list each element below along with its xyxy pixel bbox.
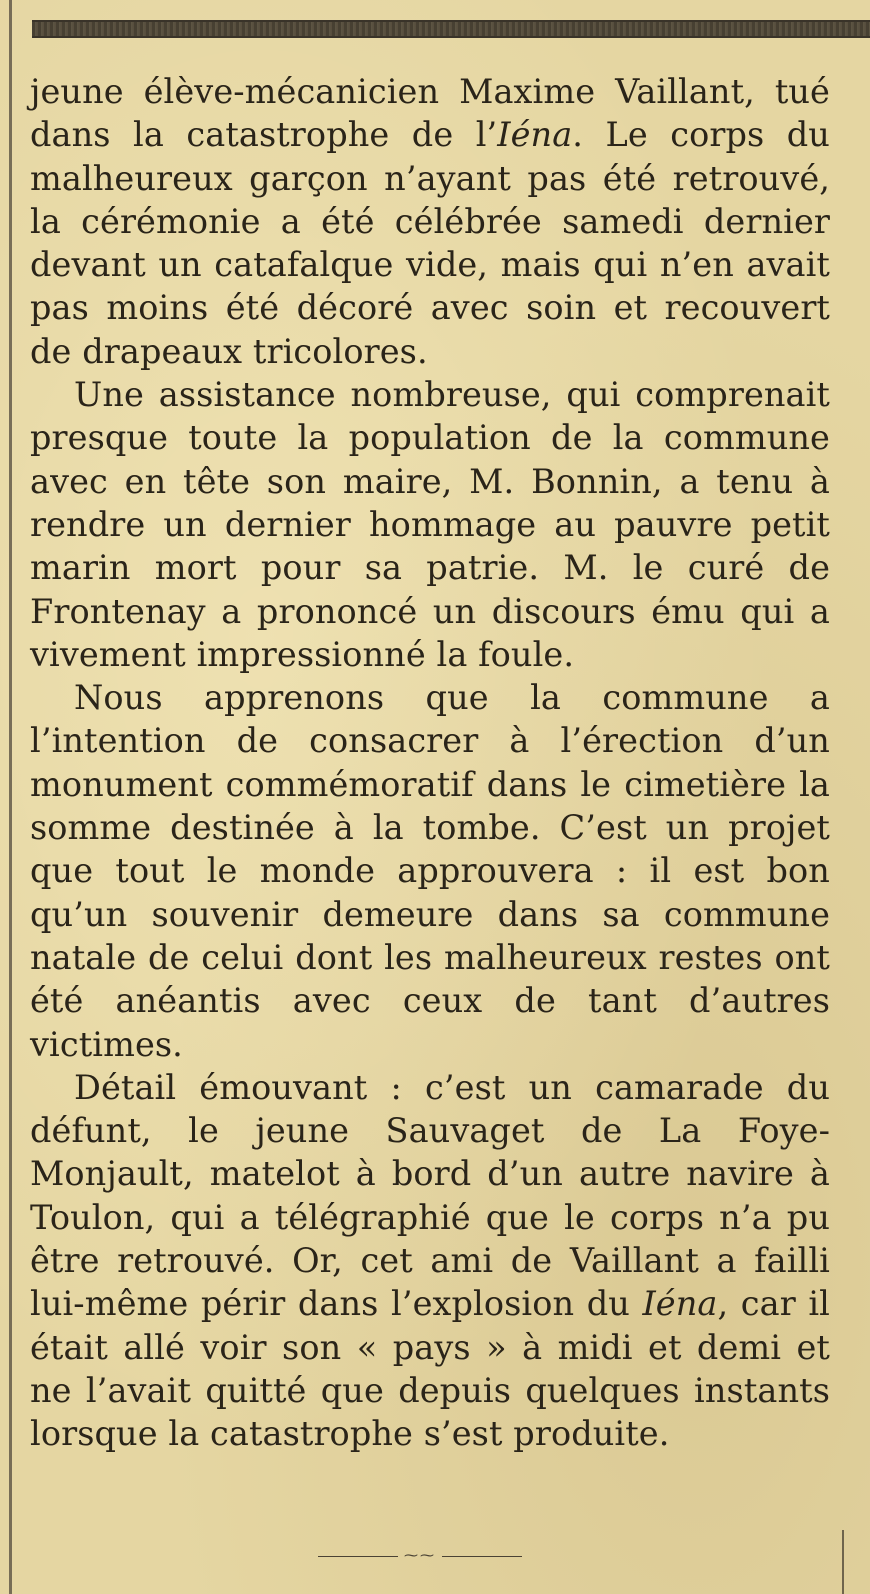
section-divider-ornament [305, 1548, 535, 1564]
paragraph-1-text-b: . Le corps du malheureux garçon n’ayant pas été retrouvé, la cérémonie a été célébrée samedi dernier devant un catafalque vide, mais qui n’en avait pas moins été décoré avec soin et recouvert de drapeaux tricolores. [30, 115, 830, 371]
paragraph-1-text-a: jeune élève-mécanicien Maxime Vaillant, tué dans la catastrophe de l’ [30, 72, 830, 155]
header-rule [32, 20, 870, 38]
divider-line-left [318, 1556, 398, 1557]
divider-flourish: ⁓⁓ [404, 1548, 436, 1564]
paragraph-1 [30, 70, 830, 373]
paragraph-4-text-a: Détail émouvant : c’est un camarade du défunt, le jeune Sauvaget de La Foye-Monjault, matelot à bord d’un autre navire à Toulon, qui a télégraphié que le corps n’a pu être retrouvé. Or, cet ami de Vaillant a failli lui-même périr dans l’explosion du [30, 1067, 830, 1324]
ship-name-iena: Iéna [497, 115, 573, 155]
article-body [30, 70, 830, 1456]
ship-name-iena-2: Iéna [642, 1284, 718, 1324]
paragraph-4 [30, 1066, 830, 1456]
column-rule-left [9, 0, 12, 1594]
column-rule-right [842, 1530, 844, 1594]
divider-line-right [442, 1556, 522, 1557]
paragraph-2: Une assistance nombreuse, qui comprenait presque toute la population de la commune avec en tête son maire, M. Bonnin, a tenu à rendre un dernier hommage au pauvre petit marin mort pour sa patrie. M. le curé de Frontenay a prononcé un discours ému qui a vivement impressionné la foule. [30, 375, 830, 674]
paragraph-4-text-b: , car il était allé voir son « pays » à midi et demi et ne l’avait quitté que depuis quelques instants lorsque la catastrophe s’est produite. [30, 1284, 830, 1454]
paragraph-3: Nous apprenons que la commune a l’intention de consacrer à l’érection d’un monument commémoratif dans le cimetière la somme destinée à la tombe. C’est un projet que tout le monde approuvera : il est bon qu’un souvenir demeure dans sa commune natale de celui dont les malheureux restes ont été anéantis avec ceux de tant d’autres victimes. [30, 678, 830, 1064]
